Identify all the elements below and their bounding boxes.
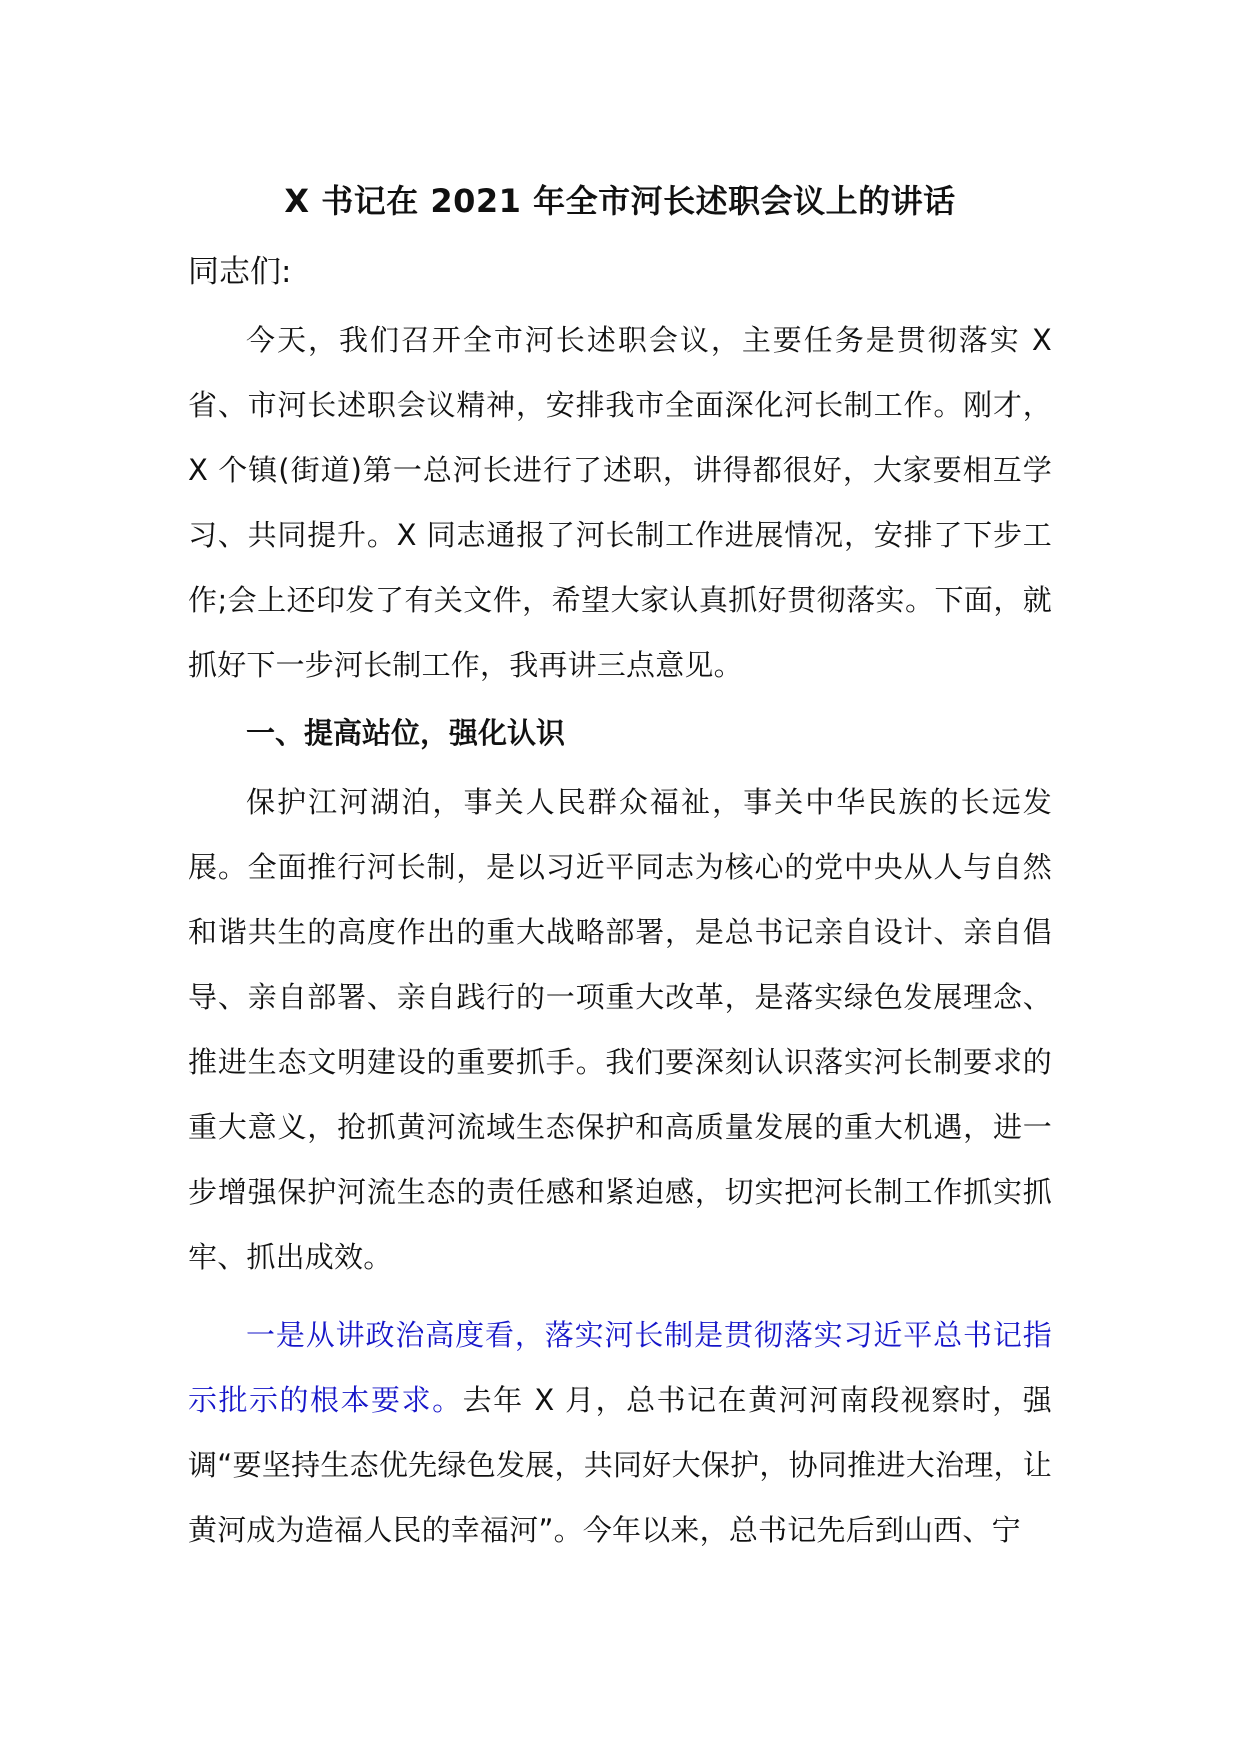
section-heading-1: 一、提高站位，强化认识 <box>246 716 566 750</box>
paragraph-section-1: 保护江河湖泊，事关人民群众福祉，事关中华民族的长远发展。全面推行河长制，是以习近平同志为核心的党中央从人与自然和谐共生的高度作出的重大战略部署，是总书记亲自设计、亲自倡导、亲自部署、亲自践行的一项重大改革，是落实绿色发展理念、推进生态文明建设的重要抓手。我们要深刻认识落实河长制要求的重大意义，抢抓黄河流域生态保护和高质量发展的重大机遇，进一步增强保护河流生态的责任感和紧迫感，切实把河长制工作抓实抓牢、抓出成效。 <box>188 785 1052 1274</box>
paragraph-intro: 今天，我们召开全市河长述职会议，主要任务是贯彻落实 X 省、市河长述职会议精神，安排我市全面深化河长制工作。刚才，X 个镇(街道)第一总河长进行了述职，讲得都很好，大家要相互学习、共同提升。X 同志通报了河长制工作进展情况，安排了下步工作;会上还印发了有关文件，希望大家认真抓好贯彻落实。下面，就抓好下一步河长制工作，我再讲三点意见。 <box>188 323 1052 682</box>
paragraph-point-1 <box>188 1303 1052 1563</box>
salutation: 同志们: <box>188 254 292 290</box>
highlighted-lead-sentence: 一是从讲政治高度看，落实河长制是贯彻落实习近平总书记指示批示的根本要求。 <box>188 1318 1052 1417</box>
paragraph-point-1-body: 去年 X 月，总书记在黄河河南段视察时，强调“要坚持生态优先绿色发展，共同好大保护，协同推进大治理，让黄河成为造福人民的幸福河”。今年以来，总书记先后到山西、宁 <box>188 1383 1052 1547</box>
document-title: X 书记在 2021 年全市河长述职会议上的讲话 <box>284 182 956 220</box>
